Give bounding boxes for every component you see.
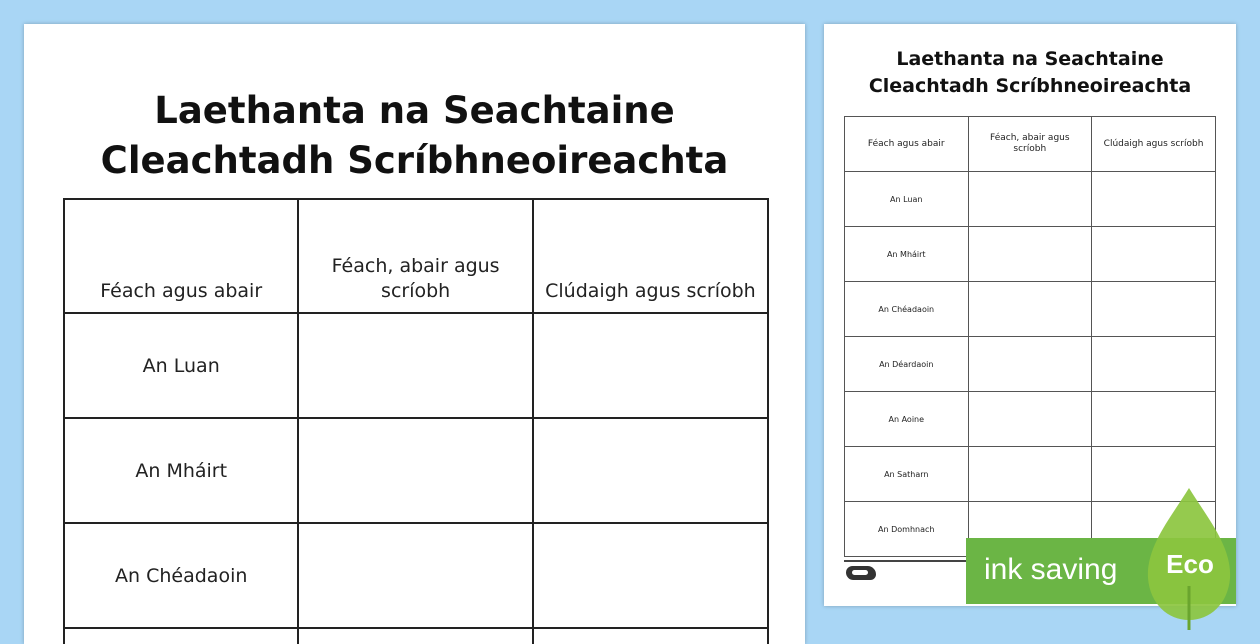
writing-cell xyxy=(968,337,1092,392)
table-header-row xyxy=(845,117,1216,172)
table-row xyxy=(845,337,1216,392)
table-row xyxy=(64,523,768,628)
title-line-1: Laethanta na Seachtaine xyxy=(154,89,675,132)
column-header: Féach agus abair xyxy=(845,117,969,172)
day-cell: An Satharn xyxy=(845,447,969,502)
writing-cell xyxy=(533,523,768,628)
worksheet-table xyxy=(63,198,769,644)
table-header-row xyxy=(64,199,768,313)
column-header: Clúdaigh agus scríobh xyxy=(1092,117,1216,172)
column-header: Féach agus abair xyxy=(64,199,298,313)
writing-cell xyxy=(1092,227,1216,282)
column-header: Féach, abair agus scríobh xyxy=(968,117,1092,172)
writing-cell xyxy=(1092,337,1216,392)
writing-cell xyxy=(1092,282,1216,337)
table-row xyxy=(845,227,1216,282)
title-line-2: Cleachtadh Scríbhneoireachta xyxy=(868,75,1192,97)
writing-cell xyxy=(298,628,532,644)
writing-cell xyxy=(968,282,1092,337)
day-cell: An Chéadaoin xyxy=(64,523,298,628)
writing-cell xyxy=(1092,392,1216,447)
table-row xyxy=(845,282,1216,337)
day-cell: An Déardaoin xyxy=(845,337,969,392)
writing-cell xyxy=(968,447,1092,502)
day-cell: An Luan xyxy=(64,313,298,418)
writing-cell xyxy=(298,523,532,628)
writing-cell xyxy=(968,227,1092,282)
title-line-1: Laethanta na Seachtaine xyxy=(896,48,1164,70)
writing-cell xyxy=(298,313,532,418)
ink-saving-text: ink saving xyxy=(984,553,1118,586)
writing-cell xyxy=(533,628,768,644)
title-line-2: Cleachtadh Scríbhneoireachta xyxy=(100,139,729,182)
day-cell: An Chéadaoin xyxy=(845,282,969,337)
writing-cell xyxy=(298,418,532,523)
table-row xyxy=(64,313,768,418)
table-row xyxy=(64,628,768,644)
day-cell: An Luan xyxy=(845,172,969,227)
publisher-logo-icon xyxy=(846,566,876,580)
column-header: Clúdaigh agus scríobh xyxy=(533,199,768,313)
day-cell: An Domhnach xyxy=(845,502,969,557)
table-row xyxy=(845,392,1216,447)
writing-cell xyxy=(533,313,768,418)
table-row xyxy=(64,418,768,523)
writing-cell xyxy=(1092,172,1216,227)
day-cell-cropped xyxy=(64,628,298,644)
eco-label: Eco xyxy=(1166,549,1214,579)
day-cell: An Mháirt xyxy=(64,418,298,523)
column-header: Féach, abair agus scríobh xyxy=(298,199,532,313)
day-cell: An Aoine xyxy=(845,392,969,447)
worksheet-title-small xyxy=(824,46,1236,100)
writing-cell xyxy=(968,392,1092,447)
day-cell: An Mháirt xyxy=(845,227,969,282)
table-row xyxy=(845,172,1216,227)
writing-cell xyxy=(968,172,1092,227)
worksheet-preview-large xyxy=(24,24,805,644)
writing-cell xyxy=(533,418,768,523)
worksheet-title xyxy=(24,86,805,186)
